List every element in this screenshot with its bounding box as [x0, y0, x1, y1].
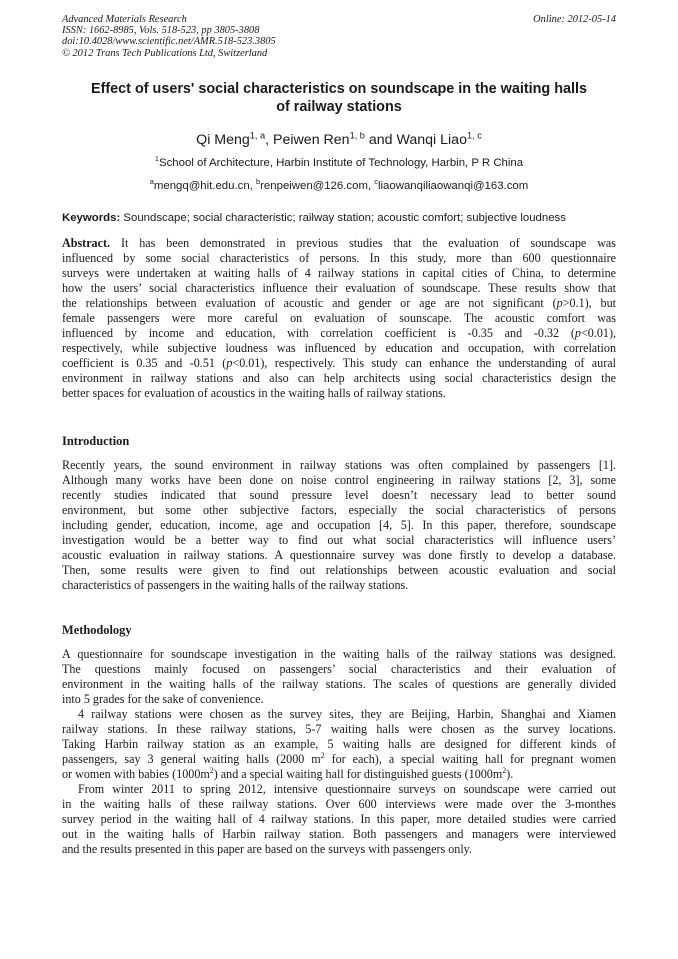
author-1-marker: 1, a [249, 130, 266, 141]
author-2-marker: 1, b [349, 130, 365, 141]
abstract-line: how the users’ social characteristics influence their evaluation of soundscape. These results show that [62, 281, 616, 295]
abstract-line: respectively, while subjective loudness was influenced by education and occupation, with correlation [62, 341, 616, 355]
abstract-text: >0.1), but [562, 296, 616, 310]
intro-line: acoustic evaluation in railway stations. A questionnaire survey was done firstly to develop a database. [62, 548, 616, 562]
abstract-line [62, 236, 616, 251]
abstract [62, 236, 616, 401]
abstract-text: coefficient is 0.35 and -0.51 ( [62, 356, 227, 370]
issn-line: ISSN: 1662-8985, Vols. 518-523, pp 3805-3808 [62, 25, 260, 37]
abstract-text: It has been demonstrated in previous studies that the evaluation of soundscape was [110, 236, 616, 250]
email-b-marker: b [256, 177, 261, 187]
method-text: ). [506, 767, 514, 781]
author-1: Qi Meng [196, 132, 250, 148]
p-symbol: p [226, 356, 233, 370]
keywords [62, 212, 618, 224]
method-line: environment in the waiting halls of the railway stations. The scales of questions are generally divided [62, 677, 616, 691]
abstract-line: better spaces for evaluation of acoustics in the waiting halls of railway stations. [62, 386, 446, 400]
email-c[interactable]: liaowanqiliaowanqi@163.com [377, 180, 529, 192]
abstract-label: Abstract. [62, 236, 111, 250]
intro-line: characteristics of passengers in the waiting halls of the railway stations. [62, 578, 409, 592]
abstract-line: surveys were undertaken at waiting halls of 4 railway stations in capital cities of China, to determine [62, 266, 616, 280]
online-date: Online: 2012-05-14 [533, 14, 616, 25]
abstract-text: the relationships between evaluation of acoustic and gender or age are not significant ( [62, 296, 557, 310]
intro-line: environment, but some other subjective factors, especially the social characteristics of persons [62, 503, 616, 517]
author-emails [62, 177, 616, 192]
method-line: into 5 grades for the sake of convenience. [62, 692, 264, 706]
method-line: in the waiting halls of these railway stations. Over 600 interviews were made over the 3-monthes [62, 797, 616, 811]
intro-line: including gender, education, income, age and occupation [4, 5]. In this paper, therefore, soundscape [62, 518, 616, 532]
method-line: railway stations. In these railway stations, 5-7 waiting halls were chosen as the survey locations. [62, 722, 616, 736]
email-b[interactable]: renpeiwen@126.com, [260, 180, 375, 192]
superscript: 2 [209, 765, 214, 775]
author-3-marker: 1, c [466, 130, 482, 141]
title-line-2: of railway stations [276, 98, 402, 115]
intro-line: investigation would be a better way to find out what social characteristics will influence users’ [62, 533, 616, 547]
intro-line: recently studies indicated that sound pressure level doesn’t necessary lead to better sound [62, 488, 616, 502]
affiliation-marker: 1 [154, 154, 160, 164]
method-line: 4 railway stations were chosen as the survey sites, they are Beijing, Harbin, Shanghai and Xiamen [78, 707, 616, 721]
abstract-text: influenced by income and education, with correlation coefficient is -0.35 and -0.32 ( [62, 326, 575, 340]
author-2: , Peiwen Ren [265, 132, 350, 148]
author-3: and Wanqi Liao [364, 132, 467, 148]
abstract-line [62, 356, 616, 371]
method-line: out in the waiting halls of Harbin railway station. Both passengers and managers were interviewed [62, 827, 616, 841]
abstract-text: <0.01), [580, 326, 616, 340]
email-a[interactable]: mengq@hit.edu.cn, [153, 180, 257, 192]
title-line-1: Effect of users' social characteristics on soundscape in the waiting halls [90, 81, 588, 97]
abstract-line [62, 296, 616, 311]
method-line: survey period in the waiting hall of 4 railway stations. In this paper, more detailed studies were carried [62, 812, 616, 826]
author-list [62, 132, 616, 148]
journal-name: Advanced Materials Research [62, 14, 187, 25]
methodology-body [62, 647, 616, 857]
method-text: or women with babies (1000m [62, 767, 210, 781]
keywords-label: Keywords: [62, 212, 121, 224]
method-line [62, 752, 616, 767]
p-symbol: p [574, 326, 581, 340]
superscript: 2 [320, 750, 325, 760]
introduction-heading: Introduction [62, 434, 130, 448]
intro-line: Recently years, the sound environment in railway stations was often complained by passengers [1]. [62, 458, 616, 472]
intro-line: Then, some results were given to find out relationships between acoustic evaluation and social [62, 563, 616, 577]
abstract-line [62, 326, 616, 341]
method-line: From winter 2011 to spring 2012, intensive questionnaire surveys on soundscape were carried out [78, 782, 616, 796]
journal-meta [62, 14, 276, 59]
method-text: passengers, say 3 general waiting halls (2000 m [62, 752, 321, 766]
method-line: Taking Harbin railway station as an example, 5 waiting halls are designed for different kinds of [62, 737, 616, 751]
doi-line: doi:10.4028/www.scientific.net/AMR.518-523.3805 [62, 36, 276, 48]
paper-title [62, 81, 616, 116]
methodology-heading: Methodology [62, 623, 132, 637]
keywords-text: Soundscape; social characteristic; railway station; acoustic comfort; subjective loudness [120, 212, 566, 224]
abstract-line: female passengers were more careful on evaluation of sounscape. The acoustic comfort was [62, 311, 616, 325]
method-line: A questionnaire for soundscape investigation in the waiting halls of the railway stations was designed. [62, 647, 616, 661]
p-symbol: p [556, 296, 563, 310]
method-line [62, 767, 616, 782]
introduction-body [62, 458, 616, 593]
method-text: for each), a special waiting hall for pregnant women [324, 752, 616, 766]
email-c-marker: c [374, 177, 378, 187]
copyright-line: © 2012 Trans Tech Publications Ltd, Switzerland [62, 47, 268, 59]
email-a-marker: a [149, 177, 154, 187]
abstract-line: influenced by some social characteristics of persons. In this study, more than 600 questionnaire [62, 251, 616, 265]
superscript: 2 [502, 765, 507, 775]
abstract-text: <0.01), respectively. This study can enhance the understanding of aural [232, 356, 616, 370]
affiliation-text: School of Architecture, Harbin Institute of Technology, Harbin, P R China [159, 157, 524, 169]
intro-line: Although many works have been done on noise control engineering in railway stations [2, 3], some [62, 473, 616, 487]
affiliation [62, 154, 616, 169]
method-line: and the results presented in this paper are based on the surveys with passengers only. [62, 842, 472, 856]
abstract-line: environment in railway stations and also can help architects using social characteristics design the [62, 371, 616, 385]
method-line: The questions mainly focused on passengers’ social characteristics and their evaluation of [62, 662, 616, 676]
method-text: ) and a special waiting hall for distinguished guests (1000m [213, 767, 503, 781]
